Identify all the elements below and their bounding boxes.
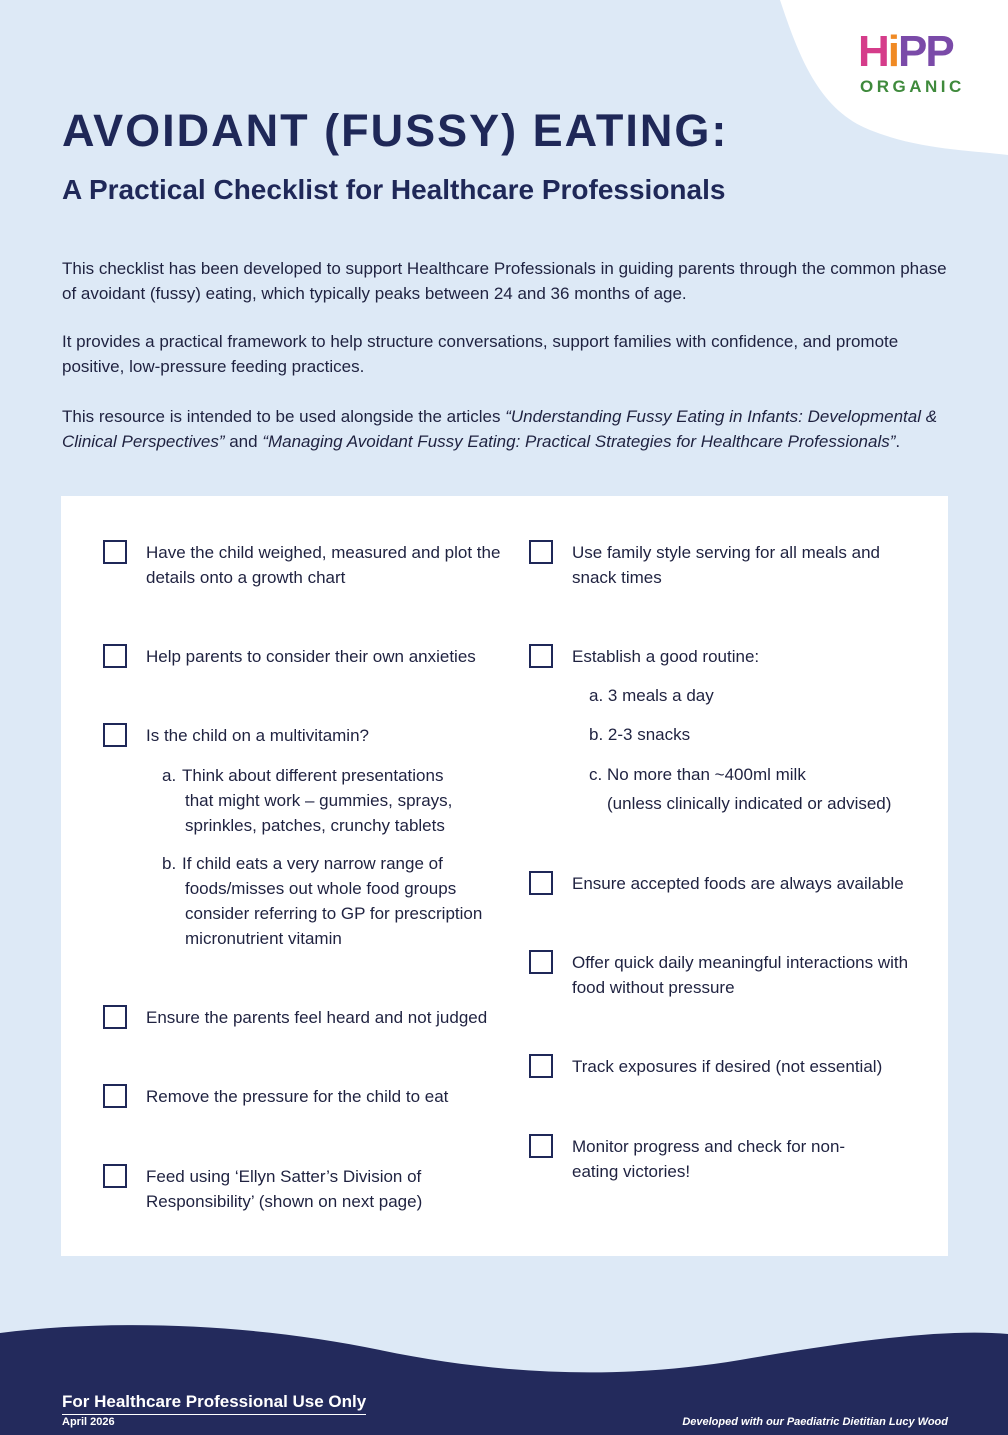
checkbox[interactable]: [529, 871, 553, 895]
checkbox[interactable]: [529, 540, 553, 564]
logo-letter-p2: P: [925, 27, 953, 76]
sub-item-continuation: foods/misses out whole food groups consider referring to GP for prescription micronutrient vitamin: [185, 879, 483, 948]
checkbox[interactable]: [103, 540, 127, 564]
checklist-item-label: Remove the pressure for the child to eat: [146, 1087, 449, 1106]
multivitamin-sub-b: [162, 851, 492, 951]
checkbox[interactable]: [103, 644, 127, 668]
checklist-item-label: Have the child weighed, measured and plot the details onto a growth chart: [146, 543, 501, 587]
checklist-item-label: Track exposures if desired (not essential): [572, 1057, 883, 1076]
sub-item-continuation: (unless clinically indicated or advised): [607, 794, 892, 813]
checkbox[interactable]: [529, 950, 553, 974]
intro-paragraph-3: [62, 404, 952, 454]
checklist-item-meaningful-interactions: [529, 950, 909, 1000]
sub-item-first-line: c. No more than ~400ml milk: [589, 765, 806, 784]
logo-organic-text: ORGANIC: [860, 77, 965, 96]
article-title-2: “Managing Avoidant Fussy Eating: Practical Strategies for Healthcare Professionals”: [262, 432, 896, 451]
checkbox[interactable]: [103, 1084, 127, 1108]
routine-sub-c: [589, 762, 919, 816]
logo-letter-p1: P: [898, 27, 926, 76]
sub-item-letter: a.: [162, 766, 177, 785]
checklist-item-monitor-progress: [529, 1134, 879, 1184]
hipp-organic-logo: [858, 27, 988, 100]
logo-letter-i: i: [887, 27, 899, 76]
intro-paragraph-1: This checklist has been developed to support Healthcare Professionals in guiding parents through the common phase of avoidant (fussy) eating, which typically peaks between 24 and 36 months of age.: [62, 259, 947, 303]
checklist-item-label: Use family style serving for all meals and snack times: [572, 543, 881, 587]
checklist-item-parents-heard: [103, 1005, 513, 1030]
checklist-item-track-exposures: [529, 1054, 929, 1079]
checklist-item-good-routine: [529, 644, 909, 669]
checklist-item-family-style-serving: [529, 540, 909, 590]
multivitamin-sub-a: [162, 763, 492, 838]
checklist-item-label: Offer quick daily meaningful interactions with food without pressure: [572, 953, 909, 997]
checklist-item-label: Help parents to consider their own anxieties: [146, 647, 476, 666]
logo-letter-h: H: [858, 27, 888, 76]
sub-item-first-line: Think about different presentations: [182, 766, 444, 785]
checkbox[interactable]: [103, 1164, 127, 1188]
routine-sub-a: a. 3 meals a day: [589, 686, 714, 705]
checklist-item-label: Feed using ‘Ellyn Satter’s Division of Responsibility’ (shown on next page): [146, 1167, 423, 1211]
footer-date: April 2026: [62, 1416, 115, 1428]
checklist-item-parent-anxieties: [103, 644, 513, 669]
page-subtitle: A Practical Checklist for Healthcare Professionals: [62, 174, 726, 205]
checklist-item-label: Ensure the parents feel heard and not judged: [146, 1008, 488, 1027]
checklist-item-label: Establish a good routine:: [572, 647, 760, 666]
footer-credit: Developed with our Paediatric Dietitian Lucy Wood: [682, 1416, 948, 1428]
footer-divider: [62, 1414, 366, 1415]
checklist-item-accepted-foods: [529, 871, 929, 896]
checkbox[interactable]: [529, 644, 553, 668]
intro-paragraph-2: It provides a practical framework to help structure conversations, support families with confidence, and promote positive, low-pressure feeding practices.: [62, 332, 899, 376]
checklist-item-remove-pressure: [103, 1084, 503, 1109]
sub-item-continuation: that might work – gummies, sprays, sprinkles, patches, crunchy tablets: [185, 791, 453, 835]
checkbox[interactable]: [103, 1005, 127, 1029]
checklist-item-division-of-responsibility: [103, 1164, 463, 1214]
checkbox[interactable]: [103, 723, 127, 747]
intro-p3-start: This resource is intended to be used alongside the articles: [62, 407, 506, 426]
footer-usage-note: For Healthcare Professional Use Only: [62, 1392, 367, 1411]
page-title: AVOIDANT (FUSSY) EATING:: [62, 105, 729, 156]
sub-item-first-line: If child eats a very narrow range of: [182, 854, 443, 873]
hipp-logo-word: [858, 27, 988, 76]
checklist-item-growth-chart: [103, 540, 503, 590]
sub-item-letter: b.: [162, 854, 177, 873]
checklist-item-label: Is the child on a multivitamin?: [146, 726, 369, 745]
checklist-item-label: Monitor progress and check for non-eating victories!: [572, 1137, 846, 1181]
intro-p3-end: .: [895, 432, 901, 451]
article-title-1: “Understanding Fussy Eating in Infants: Developmental & Clinical Perspectives”: [62, 407, 938, 451]
checkbox[interactable]: [529, 1054, 553, 1078]
routine-sub-b: b. 2-3 snacks: [589, 725, 691, 744]
checkbox[interactable]: [529, 1134, 553, 1158]
checklist-item-multivitamin: [103, 723, 503, 748]
intro-p3-mid: and: [224, 432, 263, 451]
checklist-item-label: Ensure accepted foods are always available: [572, 874, 904, 893]
